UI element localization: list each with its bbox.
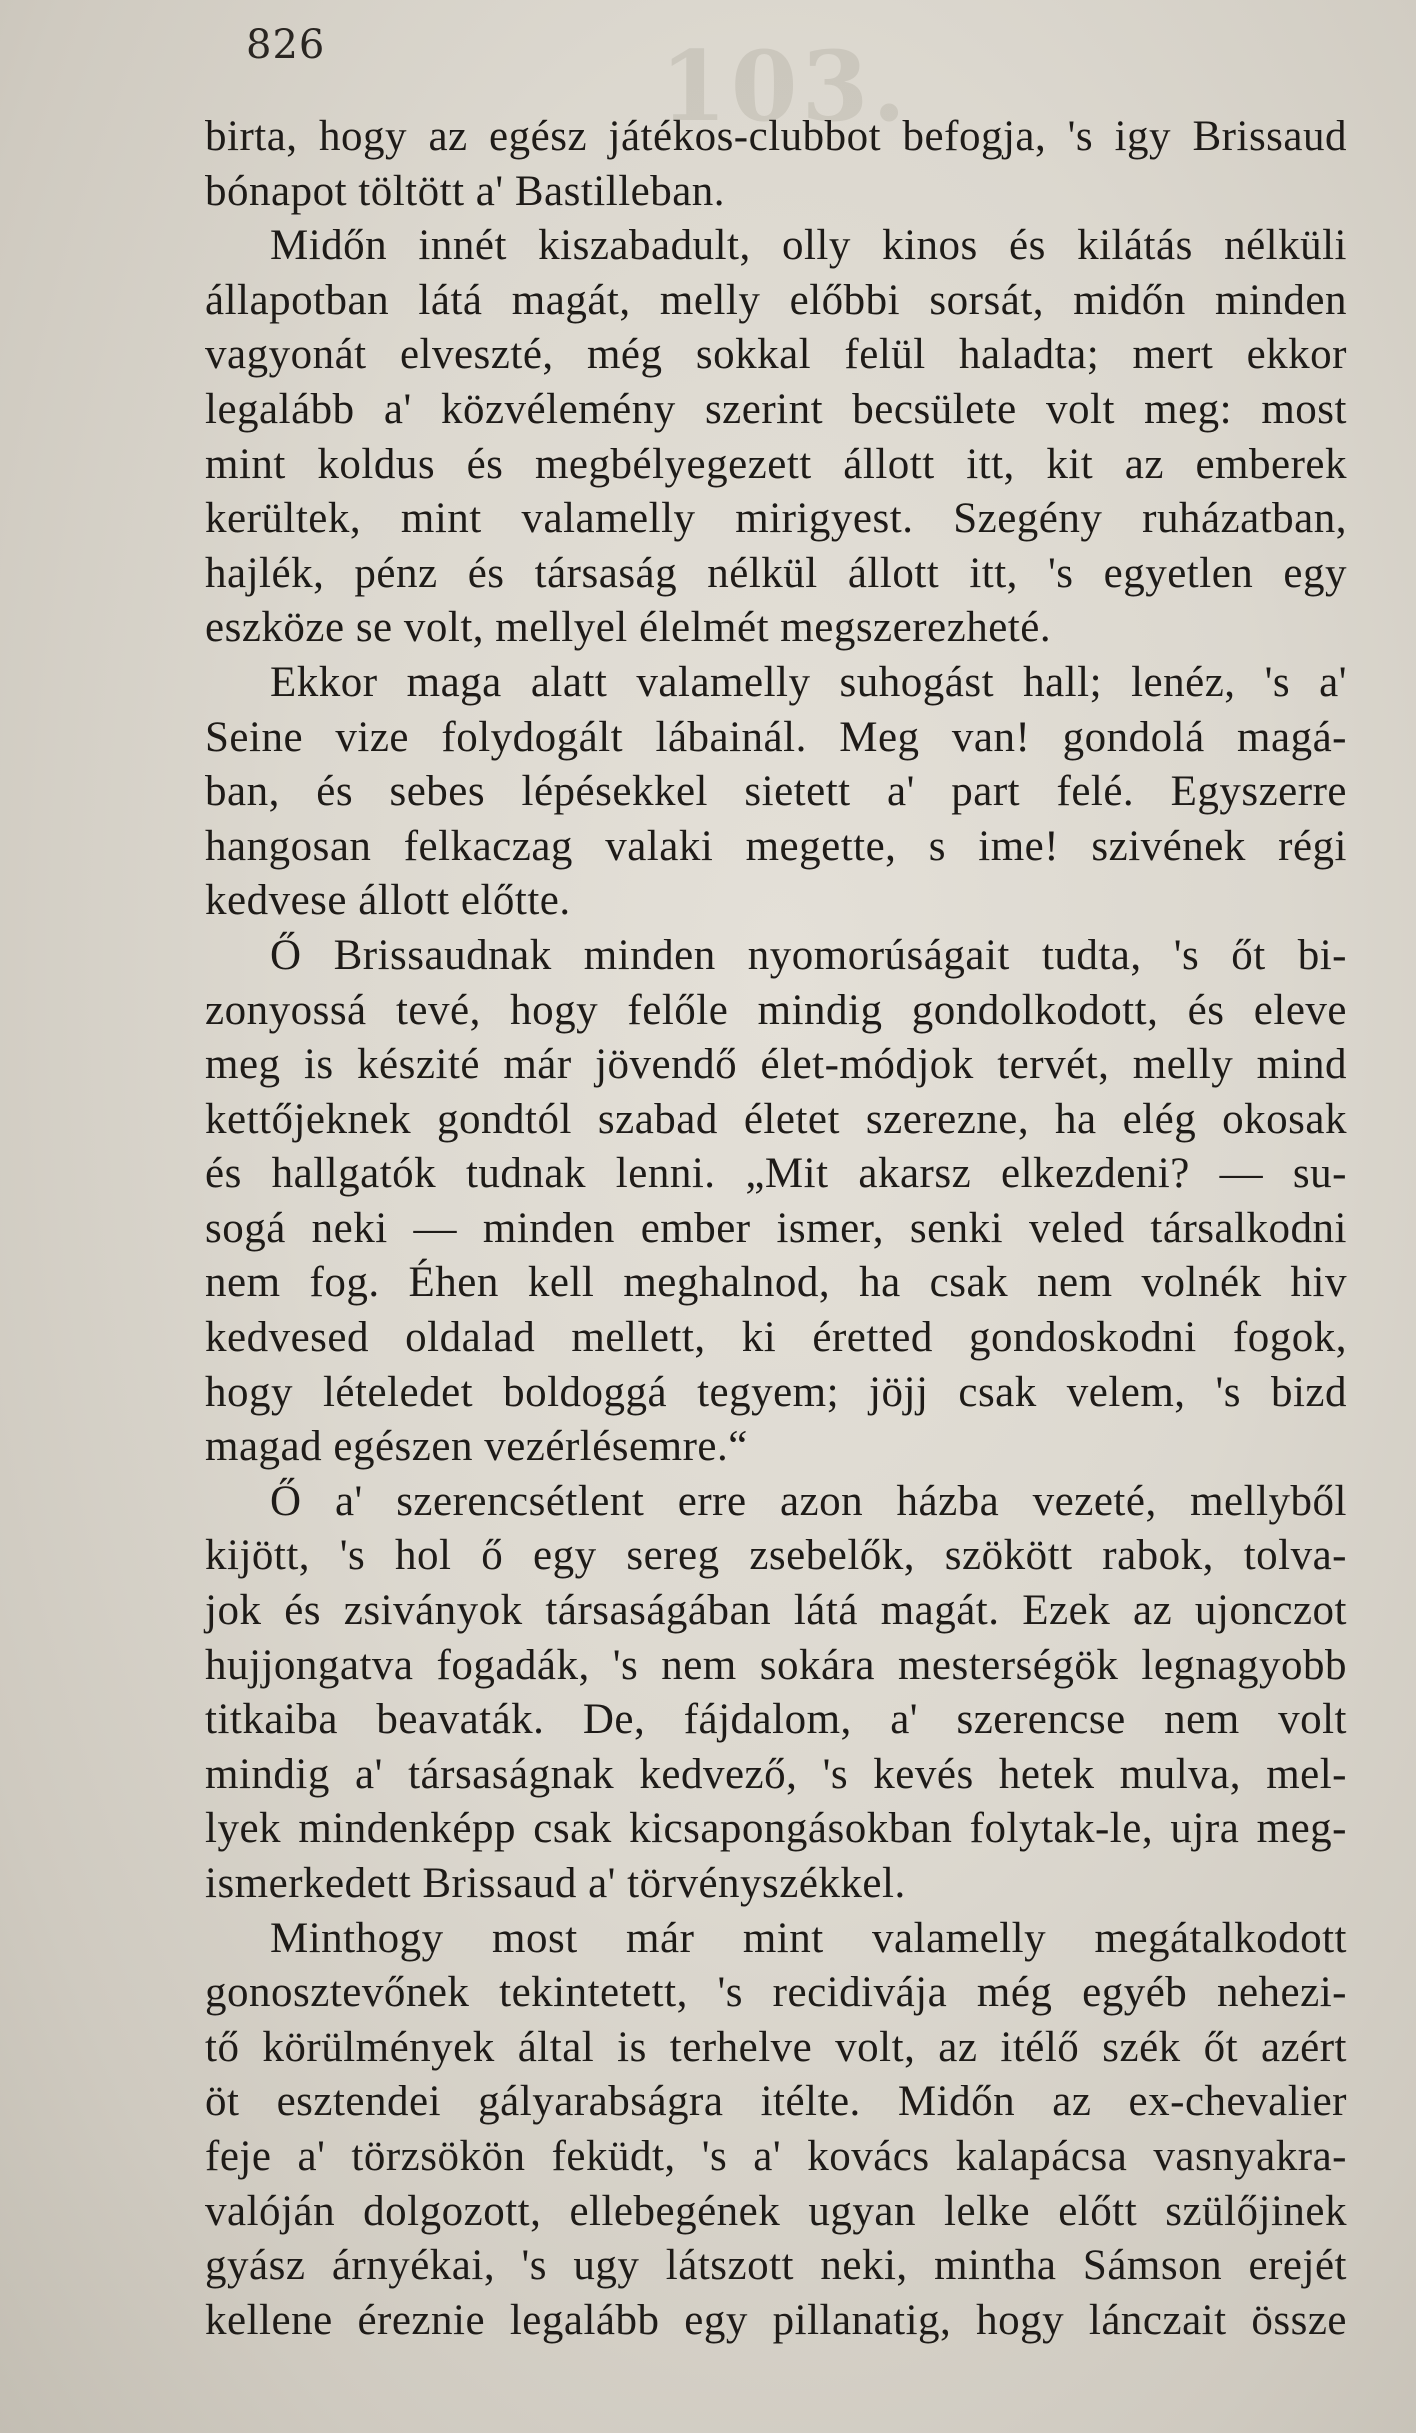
text-line: vagyonát elveszté, még sokkal felül haladta; mert ekkor: [205, 331, 1347, 379]
text-line: mindig a' társaságnak kedvező, 's kevés hetek mulva, mel-: [205, 1750, 1347, 1798]
text-line: tő körülmények által is terhelve volt, az itélő szék őt azért: [205, 2023, 1347, 2071]
text-line: jok és zsiványok társaságában látá magát. Ezek az ujonczot: [205, 1587, 1347, 1635]
text-line: Ő a' szerencsétlent erre azon házba vezeté, mellyből: [270, 1477, 1347, 1525]
text-line: kijött, 's hol ő egy sereg zsebelők, szökött rabok, tolva-: [205, 1532, 1347, 1580]
text-line: mint koldus és megbélyegezett állott itt, kit az emberek: [205, 440, 1347, 488]
text-line: zonyossá tevé, hogy felőle mindig gondolkodott, és eleve: [205, 986, 1347, 1034]
text-line: Minthogy most már mint valamelly megátalkodott: [270, 1914, 1347, 1962]
text-line: meg is készité már jövendő élet-módjok tervét, melly mind: [205, 1041, 1347, 1089]
text-line: Ekkor maga alatt valamelly suhogást hall; lenéz, 's a': [270, 658, 1347, 706]
text-line: hogy lételedet boldoggá tegyem; jöjj csak velem, 's bizd: [205, 1368, 1347, 1416]
text-line: magad egészen vezérlésemre.“: [205, 1423, 748, 1471]
text-line: hangosan felkaczag valaki megette, s ime! szivének régi: [205, 822, 1347, 870]
text-line: nem fog. Éhen kell meghalnod, ha csak nem volnék hiv: [205, 1259, 1347, 1307]
text-line: lyek mindenképp csak kicsapongásokban folytak-le, ujra meg-: [205, 1805, 1347, 1853]
text-line: állapotban látá magát, melly előbbi sorsát, midőn minden: [205, 276, 1347, 324]
text-line: Midőn innét kiszabadult, olly kinos és kilátás nélküli: [270, 222, 1347, 270]
text-line: gyász árnyékai, 's ugy látszott neki, mintha Sámson erejét: [205, 2242, 1347, 2290]
text-line: Seine vize folydogált lábainál. Meg van! gondolá magá-: [205, 713, 1347, 761]
text-line: hajlék, pénz és társaság nélkül állott itt, 's egyetlen egy: [205, 549, 1347, 597]
text-line: legalább a' közvélemény szerint becsülete volt meg: most: [205, 385, 1347, 433]
text-line: bónapot töltött a' Bastilleban.: [205, 167, 726, 215]
text-line: ismerkedett Brissaud a' törvényszékkel.: [205, 1860, 906, 1907]
text-line: és hallgatók tudnak lenni. „Mit akarsz elkezdeni? — su-: [205, 1150, 1347, 1198]
body-text: [205, 110, 1347, 2348]
text-line: birta, hogy az egész játékos-clubbot befogja, 's igy Brissaud: [205, 113, 1347, 160]
text-line: hujjongatva fogadák, 's nem sokára mesterségök legnagyobb: [205, 1641, 1347, 1689]
text-line: kedvesed oldalad mellett, ki éretted gondoskodni fogok,: [205, 1314, 1347, 1362]
text-line: öt esztendei gályarabságra itélte. Midőn az ex-chevalier: [205, 2078, 1347, 2126]
text-line: kellene éreznie legalább egy pillanatig, hogy lánczait össze: [205, 2296, 1347, 2344]
text-line: kettőjeknek gondtól szabad életet szerezne, ha elég okosak: [205, 1095, 1347, 1143]
bleed-through-page-number: 103.: [660, 30, 910, 143]
text-line: valóján dolgozott, ellebegének ugyan lelke előtt szülőjinek: [205, 2187, 1347, 2235]
page-number: 826: [246, 22, 326, 68]
text-line: kedvese állott előtte.: [205, 877, 571, 925]
text-line: titkaiba beavaták. De, fájdalom, a' szerencse nem volt: [205, 1696, 1347, 1744]
text-line: feje a' törzsökön feküdt, 's a' kovács kalapácsa vasnyakra-: [205, 2132, 1347, 2180]
text-line: kerültek, mint valamelly mirigyest. Szegény ruházatban,: [205, 495, 1347, 543]
text-line: gonosztevőnek tekintetett, 's recidivája még egyéb nehezi-: [205, 1969, 1347, 2017]
text-line: sogá neki — minden ember ismer, senki veled társalkodni: [205, 1204, 1347, 1252]
text-line: Ő Brissaudnak minden nyomorúságait tudta, 's őt bi-: [270, 931, 1347, 979]
text-line: ban, és sebes lépésekkel sietett a' part felé. Egyszerre: [205, 768, 1347, 816]
text-line: eszköze se volt, mellyel élelmét megszerezheté.: [205, 604, 1052, 652]
